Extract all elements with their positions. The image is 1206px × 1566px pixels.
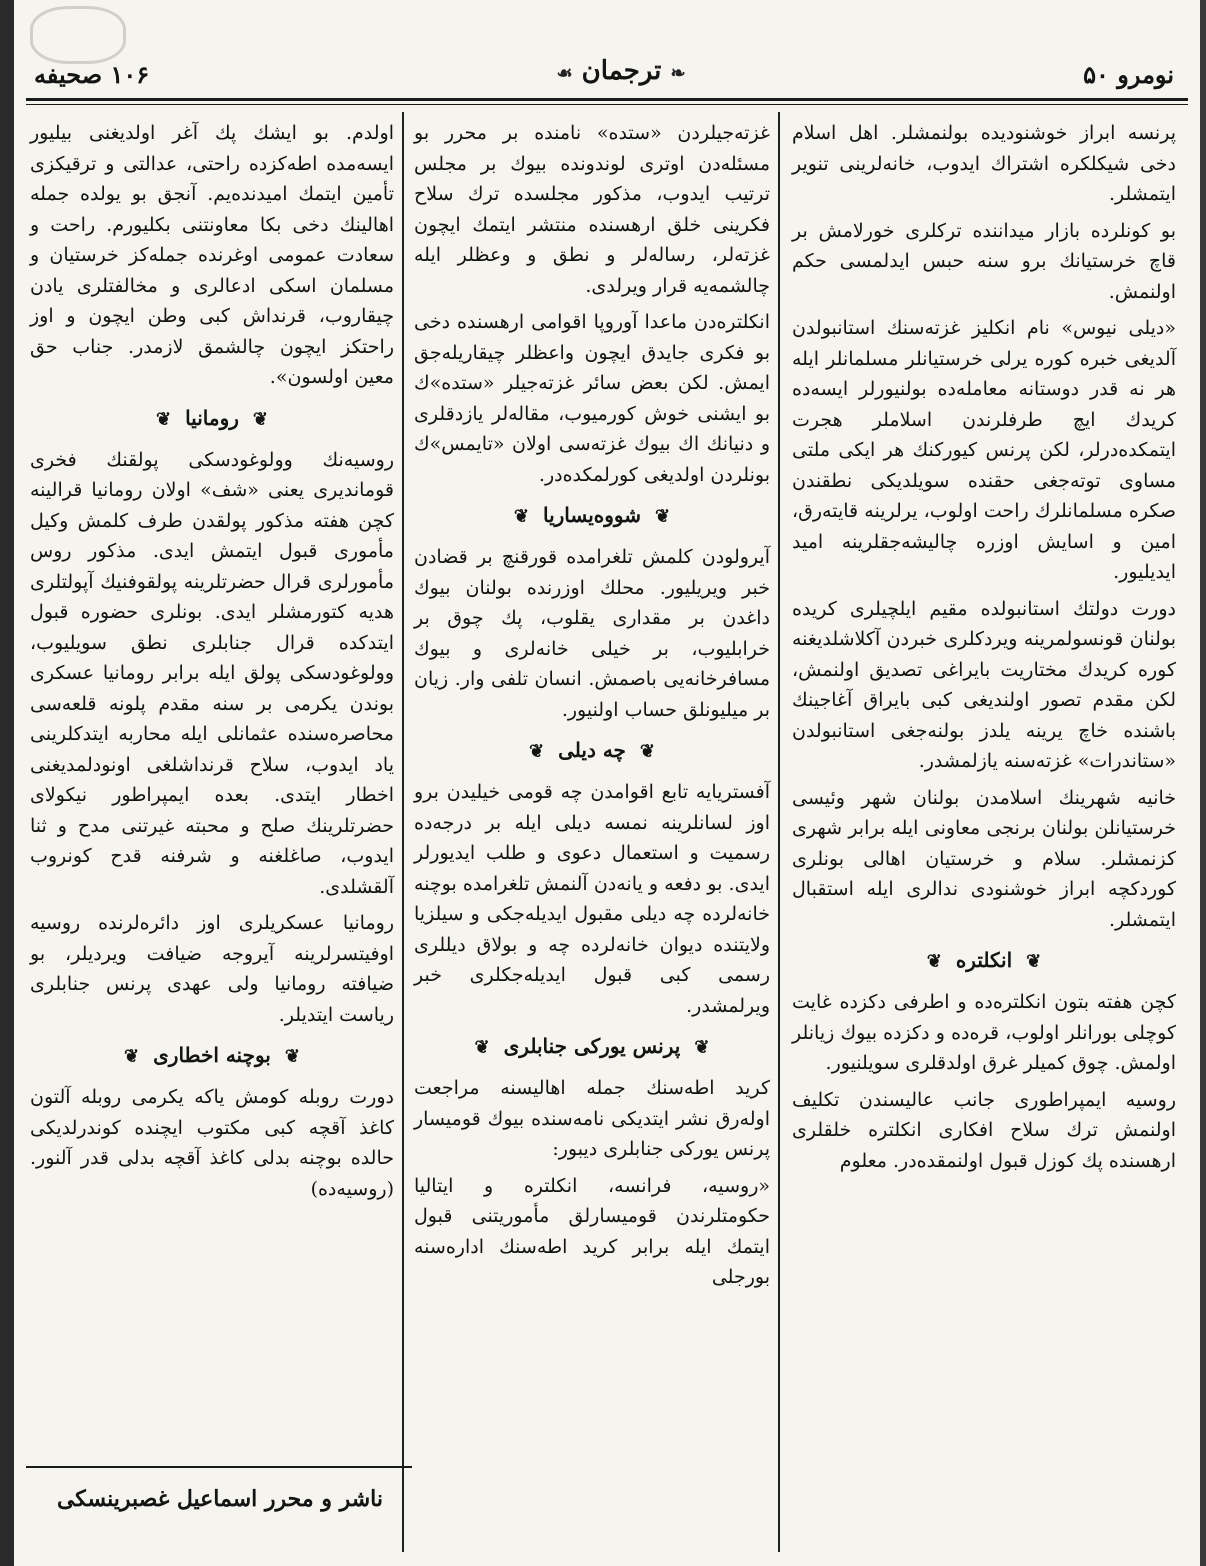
issue-number-label: نومرو ۵۰ xyxy=(1083,60,1174,89)
article-paragraph: دورت دولتك استانبولده مقیم ایلچیلری کریده بولنان قونسولمرینه ویردکلری خبردن آکلاشلدیغنه کوره کریدك مختاریت بایراغی تصدیق اولنمش، لکن مقدم تصور اولندیغی کبی بایراق آغاجینك باشنده خاچ یرینه یلدز بولنه‌جغی استانبولدن «ستاندرات» غزته‌سنه یازلمشدر. xyxy=(792,597,1176,772)
section-title: چه دیلی xyxy=(558,738,626,762)
article-paragraph: روسیه ایمپراطوری جانب عالیسندن تکلیف اولنمش ترك سلاح افکاری انکلتره خلقلری ارهسنده پك کوزل قبول اولنمقده‌در. معلوم xyxy=(792,1088,1176,1172)
ornament-icon: ❦ xyxy=(124,1046,140,1067)
scan-edge-right xyxy=(1200,0,1206,1566)
scan-edge-left xyxy=(0,0,14,1566)
section-title: پرنس یورکی جنابلری xyxy=(503,1034,681,1058)
section-heading xyxy=(792,943,1176,979)
section-title: شووه‌یساریا xyxy=(542,503,642,527)
ornament-icon: ❦ xyxy=(655,506,671,527)
article-paragraph: روسیه‌نك وولوغودسکی پولقنك فخری قوماندیری یعنی «شف» اولان رومانیا قرالینه کچن هفته مذکور پولقدن طرف کلمش وکیل مأموری قبول ایتمش ایدی. مذکور روس مأمورلری قرال حضرتلرینه پولقوفنیك آپولتلری هدیه کتورمشلر ایدی. بونلری حضوره قبول ایتدکده قرال جنابلری نطق سویلیوب، وولوغودسکی پولق ایله برابر رومانیا عسکری بوندن یکرمی بر سنه مقدم پلونه قلعه‌سی محاصره‌سنده عثمانلی ایله محاربه ایتدکلرینی یاد ایدوب، سلاح قرنداشلغی اونودلمدیغنی اخطار ایتدی. بعده ایمپراطور نیکولای حضرتلرینك صلح و محبته غیرتنی مدح و ثنا ایدوب، صاغلغنه و شرفنه قدح کونروب آلقشلدی. xyxy=(30,448,394,898)
article-paragraph: دورت روبله کومش یاکه یکرمی روبله آلتون کاغذ آقچه کبی مکتوب ایچنده کوندرلدیکی حالده بوچنه بدلی کاغذ آقچه بدلی قدر آلنور. (روسیه‌ده) xyxy=(30,1086,394,1200)
title-text: ترجمان xyxy=(581,56,662,86)
ornament-icon: ❦ xyxy=(155,408,172,430)
article-paragraph: اولدم. بو ایشك پك آغر اولدیغنی بیلیور ایسه‌مده اطه‌کزده راحتی، عدالتی و ترقیکزی تأمین ایتمك امیدنده‌یم. آنجق بو یولده جمله اهالینك دخی بکا معاونتنی بکلیورم. راحت و سعادت عمومی اوغرنده جمله‌کز خرستیان و مسلمان اسکی ادعالری و مخالفتلری یادن چیقاروب، قرنداش کبی وطن ایچون و اوز راحتکز ایچون چالشمق لازمدر. جناب حق معین اولسون». xyxy=(30,122,394,388)
article-paragraph: آفستریایه تابع اقوامدن چه قومی خیلیدن برو اوز لسانلرینه نمسه دیلی ایله بر درجه‌ده رسمیت و استعمال دعوی و طلب ایدیورلر ایدی. بو دفعه و یانه‌دن آلنمش تلغرامده بوچنه خانه‌لرده چه دیلی مقبول ایدیله‌جکی و سیلزیا ولایتنده دیوان خانه‌لرده چه و بولاق دیللری رسمی کبی قبول ایدیله‌جکلری خبر ویرلمشدر. xyxy=(414,781,770,1017)
article-paragraph: خانیه شهرینك اسلامدن بولنان شهر وئیسی خرستیانلن بولنان برنجی معاونی ایله برابر شهری کزنمشلر. سلام و خرستیان اهالی بونلری کوردکچه ابراز خوشنودی ندالری ایله استقبال ایتمشلر. xyxy=(792,786,1176,931)
article-paragraph: انکلتره‌دن ماعدا آوروپا اقوامی ارهسنده دخی بو فکری جایدق ایچون واعظلر چیقاریله‌جق ایمش. لکن بعض سائر غزته‌جیلر «ستده»ك بو ایشنی خوش کورمیوب، مقاله‌لر یازدقلری و دنیانك اك بیوك غزته‌سی اولان «تایمس»ك بونلردن اولدیغی کورلمکده‌در. xyxy=(414,311,770,486)
section-heading xyxy=(30,401,394,437)
article-paragraph: غزته‌جیلردن «ستده» نامنده بر محرر بو مسئله‌دن اوتری لوندونده بیوك بر مجلس ترتیب ایدوب، مذکور مجلسده ترك سلاح فکرینی خلق ارهسنده منتشر ایتمك ایچون غزته‌لر، رساله‌لر و نطق و وعظلر ایله چالشمه‌یه قرار ویرلدی. xyxy=(414,122,770,297)
ornament-icon: ❦ xyxy=(926,951,942,972)
section-heading xyxy=(414,1029,770,1065)
column-middle xyxy=(414,118,770,1299)
article-paragraph: «روسیه، فرانسه، انکلتره و ایتالیا حکومتلرندن قومیسارلق مأموریتنی قبول ایتمك ایله برابر کرید اطه‌سنك اداره‌سنه بورجلی xyxy=(414,1174,770,1288)
ornament-icon: ❦ xyxy=(694,1037,710,1058)
header-rule-thin xyxy=(26,104,1188,105)
column-right xyxy=(792,118,1176,1182)
section-heading xyxy=(30,1038,394,1074)
ornament-icon: ❦ xyxy=(529,741,545,762)
page-number-label: ۱۰۶ صحیفه xyxy=(34,60,150,89)
ornament-icon: ❦ xyxy=(474,1037,490,1058)
section-title: انکلتره xyxy=(955,948,1013,972)
column-left xyxy=(30,118,394,1210)
publisher-line: ناشر و محرر اسماعیل غصبرینسکی xyxy=(56,1486,384,1512)
header-rule xyxy=(26,98,1188,101)
section-heading xyxy=(414,733,770,769)
column-divider xyxy=(402,112,404,1552)
article-paragraph: «دیلی نیوس» نام انکلیز غزته‌سنك استانبولدن آلدیغی خبره کوره یرلی خرستیانلر مسلمانلر ایله هر نه قدر دوستانه معامله‌ده بولنیورلر ایسه‌ده کریدك ایچ طرفلرندن اسلاملر هجرت ایتمکده‌درلر، لکن پرنس کیورکنك هر ایکی ملتی مساوی توته‌جغی حقنده سویلدیکی نطقندن صکره مسلمانلرك راحت اولوب، یرلرینه قایته‌رق، امین و اسایش اوزره چالیشه‌جقلرینه امید ایدیلیور. xyxy=(792,317,1176,583)
article-paragraph: پرنسه ابراز خوشنودیده بولنمشلر. اهل اسلام دخی شیکلکره اشتراك ایدوب، خانه‌لرینی تنویر ایتمشلر. xyxy=(792,122,1176,205)
ornament-icon: ❦ xyxy=(284,1046,300,1067)
ornament-icon: ❦ xyxy=(1026,951,1042,972)
masthead xyxy=(26,54,1186,102)
column-divider xyxy=(778,112,780,1552)
footer-rule xyxy=(26,1466,412,1468)
article-paragraph: رومانیا عسکریلری اوز دائره‌لرنده روسیه اوفیتسرلرینه آیروجه ضیافت ویردیلر، بو ضیافته رومانیا ولی عهدی پرنس جنابلری ریاست ایتدیلر. xyxy=(30,912,394,1026)
ornament-icon: ❦ xyxy=(513,506,529,527)
section-heading xyxy=(414,498,770,534)
article-paragraph: کچن هفته بتون انکلتره‌ده و اطرفی دکزده غایت کوچلی بورانلر اولوب، قره‌ده و دکزده بیوك زیانلر اولمش. چوق کمیلر غرق اولدقلری سویلنیور. xyxy=(792,991,1176,1074)
article-paragraph: بو کونلرده بازار میداننده ترکلری خورلامش بر قاچ خرستیانك برو سنه حبس ایدلمسی حکم اولنمش. xyxy=(792,219,1176,303)
ornament-icon: ❦ xyxy=(639,741,655,762)
ornament-icon: ❦ xyxy=(252,408,268,430)
article-paragraph: کرید اطه‌سنك جمله اهالیسنه مراجعت اوله‌رق نشر ایتدیکی نامه‌سنده بیوك قومیسار پرنس یورکی جنابلری دیبور: xyxy=(414,1077,770,1160)
ornament-icon: ☙ xyxy=(556,63,573,84)
ornament-icon: ❧ xyxy=(670,63,686,84)
newspaper-title xyxy=(546,56,696,86)
section-title: بوچنه اخطاری xyxy=(153,1043,271,1067)
section-title: رومانیا xyxy=(185,405,239,430)
article-paragraph: آیرولودن کلمش تلغرامده قورقنچ بر قضادن خبر ویریلیور. محلك اوزرنده بولنان بیوك داغدن بر مقداری یقلوب، پك چوق بر خرابلیوب، بر خیلی خانه‌لری و بیوك مسافرخانه‌یی باصمش. انسان تلفی وار. زیان بر میلیونلق حساب اولنیور. xyxy=(414,546,770,721)
